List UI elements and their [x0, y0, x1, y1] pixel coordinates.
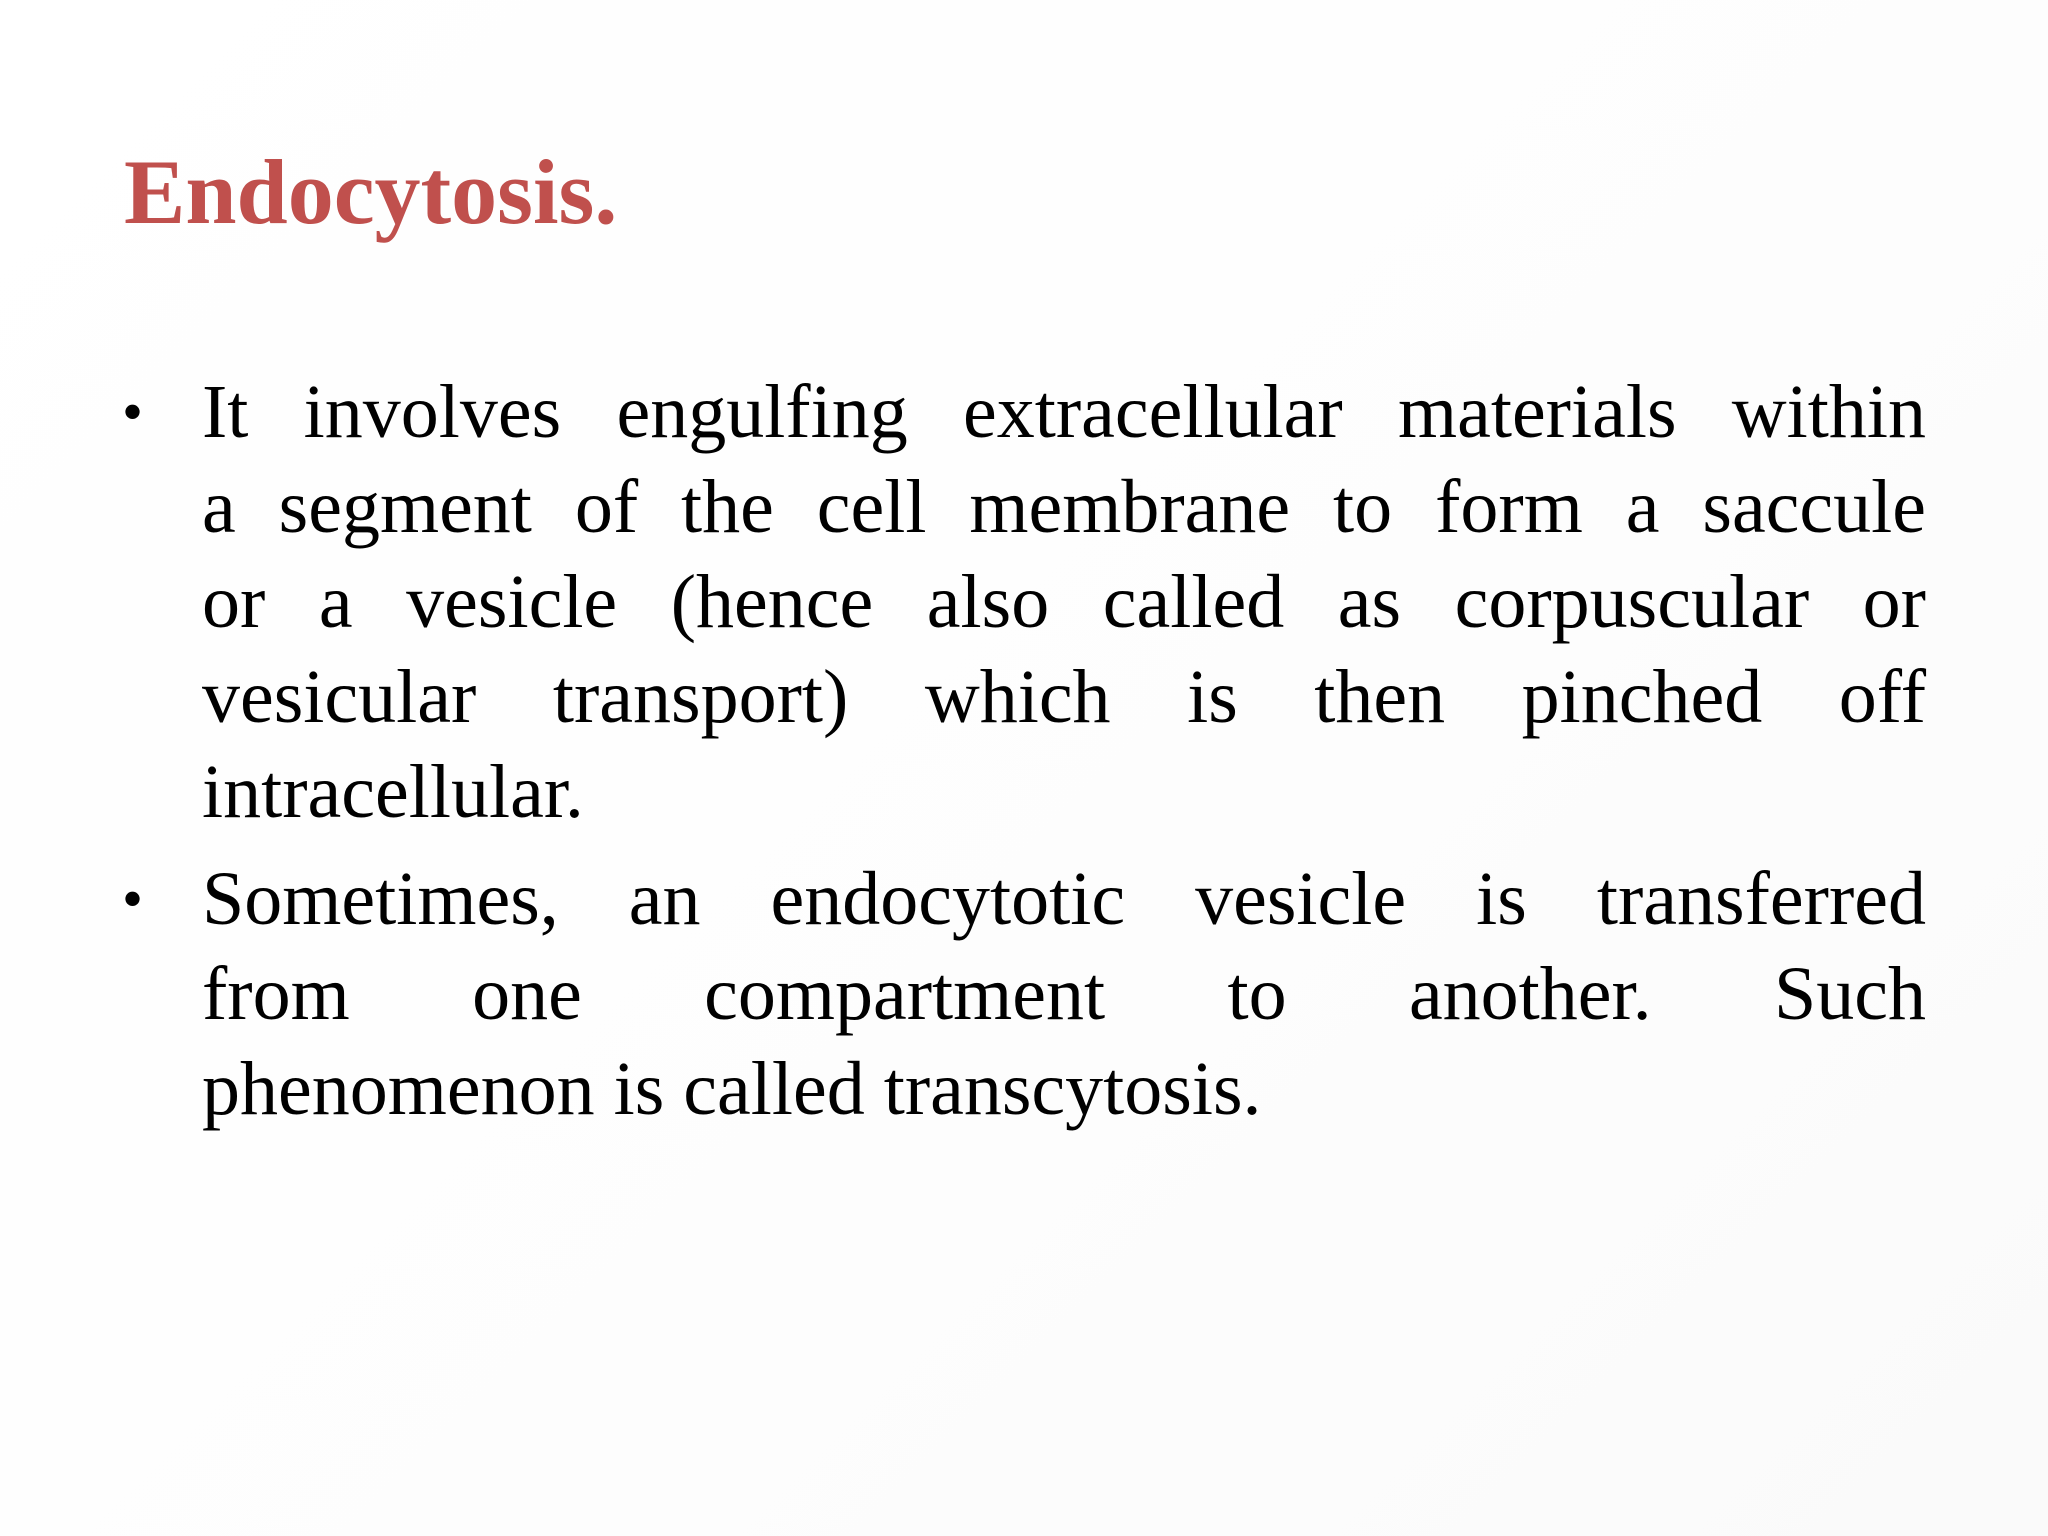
bullet-icon: • [122, 379, 144, 445]
bullet-text-line: or a vesicle (hence also called as corpuscular or [202, 560, 1926, 644]
bullet-text-line: Sometimes, an endocytotic vesicle is transferred [202, 857, 1926, 941]
bullet-text-line: vesicular transport) which is then pinched off [202, 655, 1926, 739]
bullet-icon: • [122, 866, 144, 932]
bullet-text-line: intracellular. [202, 750, 584, 834]
bullet-text-line: a segment of the cell membrane to form a saccule [202, 465, 1926, 549]
slide-title: Endocytosis. [124, 141, 618, 243]
bullet-text-line: It involves engulfing extracellular materials within [202, 370, 1926, 454]
bullet-list [118, 365, 1926, 1149]
bullet-text-line: from one compartment to another. Such [202, 952, 1926, 1036]
bullet-item [118, 365, 1926, 840]
bullet-text-line: phenomenon is called transcytosis. [202, 1047, 1262, 1131]
bullet-item [118, 852, 1926, 1137]
